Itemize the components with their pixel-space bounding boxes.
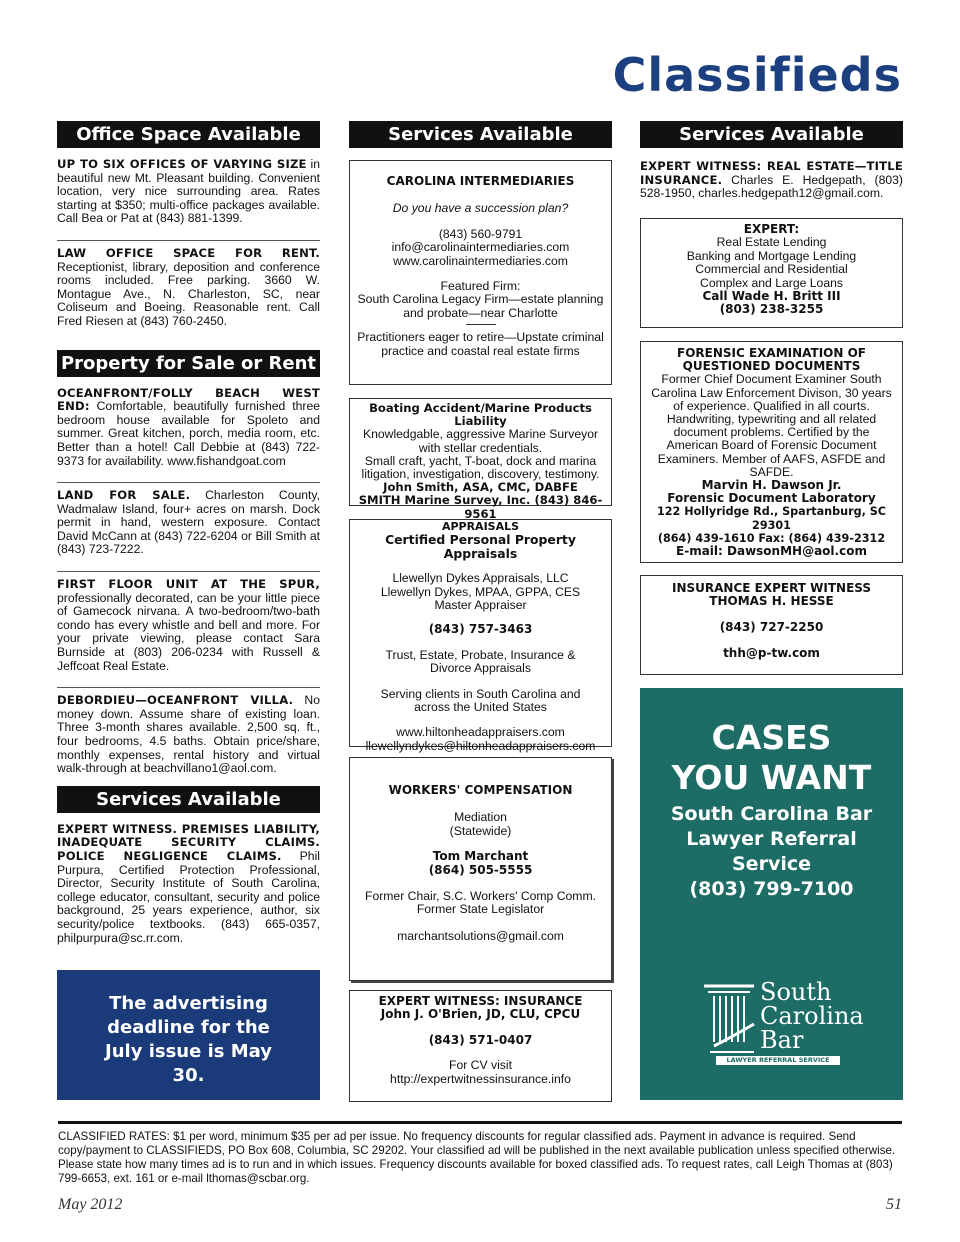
section-header-services-col3: Services Available — [640, 121, 903, 148]
ad-insurance-expert-witness: INSURANCE EXPERT WITNESS THOMAS H. HESSE (843) 727-2250 thh@p-tw.com — [640, 575, 903, 675]
ad-offices: UP TO SIX OFFICES OF VARYING SIZE in beautiful new Mt. Pleasant building. Convenient location, very nice surrounding area. Rates starting at $350; multi-office packages available. Call Bea or Pat at (843) 881-1399. — [57, 157, 321, 226]
divider — [57, 687, 320, 688]
page-title: Classifieds — [612, 48, 902, 102]
issue-date: May 2012 — [58, 1196, 123, 1213]
divider — [57, 571, 320, 572]
ad-oceanfront-folly: OCEANFRONT/FOLLY BEACH WEST END: Comfortable, beautifully furnished three bedroom house available for Spoleto and summer. Great kitchen, porch, media room, etc. Better than a hotel! Call Debbie at (843) 722-9373 for availability. www.fishandgoat.com — [57, 385, 320, 468]
deadline-notice: The advertising deadline for the July issue is May 30. — [57, 970, 320, 1100]
lawyer-referral-promo: CASES YOU WANT South Carolina Bar Lawyer Referral Service (803) 799-7100 South Carolina Bar LAWYER REFERRAL SERVICE — [640, 688, 903, 1100]
ad-carolina-intermediaries: CAROLINA INTERMEDIARIES Do you have a succession plan? (843) 560-9791 info@carolinaintermediaries.com www.carolinaintermediaries.com Featured Firm: South Carolina Legacy Firm—estate planning and probate—near Charlotte Practitioners eager to retire—Upstate criminal practice and coastal real estate firms — [349, 160, 612, 385]
ad-debordieu: DEBORDIEU—OCEANFRONT VILLA. No money down. Assume share of existing loan. Three 3-month shares available. 2,500 sq. ft., four bedrooms, 4.5 baths. Obtain price/share, monthly expenses, rental history and virtual walk-through at beachvillano1@aol.com. — [57, 693, 320, 776]
divider — [57, 240, 320, 241]
ad-expert-witness-insurance: EXPERT WITNESS: INSURANCE John J. O'Brien, JD, CLU, CPCU (843) 571-0407 For CV visit http://expertwitnessinsurance.info — [349, 990, 612, 1102]
section-header-services: Services Available — [57, 786, 320, 813]
section-header-office-space: Office Space Available — [57, 121, 320, 148]
column-3 — [640, 121, 903, 201]
ad-workers-compensation: WORKERS' COMPENSATION Mediation (Statewide) Tom Marchant (864) 505-5555 Former Chair, S.C. Workers' Comp Comm. Former State Legislator marchantsolutions@gmail.com — [349, 757, 612, 981]
column-1 — [57, 121, 320, 945]
ad-real-estate-title: EXPERT WITNESS: REAL ESTATE—TITLE INSURANCE. Charles E. Hedgepath, (803) 528-1950, charles.hedgepath12@gmail.com. — [640, 159, 903, 201]
divider — [57, 482, 320, 483]
ad-appraisals: APPRAISALS Certified Personal Property Appraisals Llewellyn Dykes Appraisals, LLC Llewellyn Dykes, MPAA, GPPA, CES Master Appraiser (843) 757-3463 Trust, Estate, Probate, Insurance & Divorce Appraisals Serving clients in South Carolina and across the United States www.hiltonheadappraisers.com llewellyndykes@hiltonheadappraisers.com — [349, 519, 612, 747]
ad-land-for-sale: LAND FOR SALE. Charleston County, Wadmalaw Island, four+ acres on marsh. Dock permit in hand, western exposure. Contact David McCann at (843) 722-6204 or Bill Smith at (843) 723-7222. — [57, 488, 320, 557]
divider — [466, 324, 496, 325]
section-header-property: Property for Sale or Rent — [57, 350, 320, 377]
classified-rates: CLASSIFIED RATES: $1 per word, minimum $35 per ad per issue. No frequency discounts for regular classified ads. Payment in advance is required. Send copy/payment to CLASSIFIEDS, PO Box 608, Columbia, SC 29202. Your classified ad will be published in the next available publication unless specified otherwise. Please state how many times ad is to run and in which issues. Frequency discounts available for boxed classified ads. To request rates, call Leigh Thomas at (803) 799-6653, ext. 161 or e-mail lthomas@scbar.org. — [58, 1121, 902, 1186]
section-header-services-col2: Services Available — [349, 121, 612, 148]
columns-icon — [700, 980, 758, 1054]
ad-forensic-documents: FORENSIC EXAMINATION OF QUESTIONED DOCUMENTS Former Chief Document Examiner South Carolina Law Enforcement Divison, 30 years of experience. Qualified in all courts. Handwriting, typewriting and all related document problems. Certified by the American Board of Forensic Document Examiners. Member of AAFS, ASFDE and SAFDE. Marvin H. Dawson Jr. Forensic Document Laboratory 122 Hollyridge Rd., Spartanburg, SC 29301 (864) 439-1610 Fax: (864) 439-2312 E-mail: DawsonMH@aol.com — [640, 341, 903, 563]
ad-expert-witness-premises: EXPERT WITNESS. PREMISES LIABILITY, INADEQUATE SECURITY CLAIMS. POLICE NEGLIGENCE CLAIMS. Phil Purpura, Certified Protection Professional, Director, Security Institute of South Carolina, college educator, consultant, security and police background, 25 years experience, author, six security/police textbooks. (843) 665-0357, philpurpura@sc.rr.com. — [57, 821, 320, 945]
promo-headline: CASES YOU WANT — [671, 718, 872, 797]
ad-marine-survey: Boating Accident/Marine Products Liability Knowledgable, aggressive Marine Surveyor with stellar credentials. Small craft, yacht, T-boat, dock and marina litigation, investigation, discovery, testimony. John Smith, ASA, CMC, DABFE SMITH Marine Survey, Inc. (843) 846-9561 — [349, 398, 612, 506]
ad-law-office: LAW OFFICE SPACE FOR RENT. Receptionist, library, deposition and conference rooms included. Free parking. 3660 W. Montague Ave., N. Charleston, SC, near Coliseum and Boeing. Reasonable rent. Call Fred Riesen at (843) 760-2450. — [57, 245, 320, 328]
page-number: 51 — [886, 1196, 902, 1213]
ad-expert-lending: EXPERT: Real Estate Lending Banking and Mortgage Lending Commercial and Residential Complex and Large Loans Call Wade H. Britt III (803) 238-3255 — [640, 218, 903, 328]
ad-spur-unit: FIRST FLOOR UNIT AT THE SPUR, professionally decorated, can be your little piece of Gamecock nirvana. A two-bedroom/two-bath condo has every whistle and bell and more. For your private viewing, please contact Sara Burnside at (803) 206-0234 with Russell & Jeffcoat Real Estate. — [57, 577, 320, 673]
sc-bar-logo: South Carolina Bar LAWYER REFERRAL SERVICE — [700, 980, 860, 1068]
